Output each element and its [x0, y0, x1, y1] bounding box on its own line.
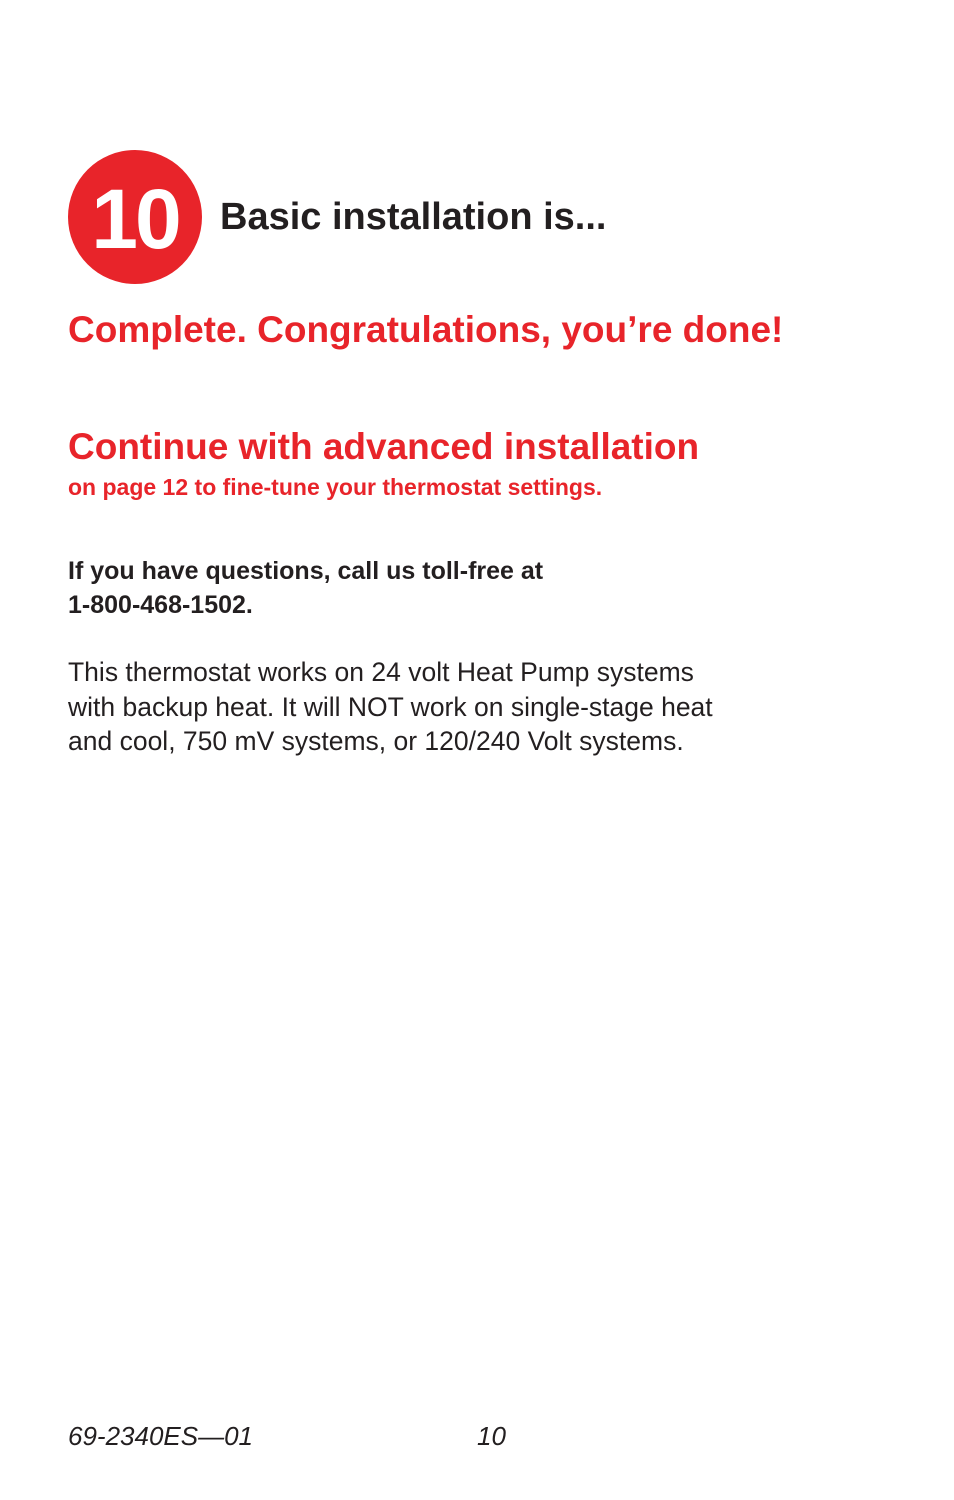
compatibility-line: and cool, 750 mV systems, or 120/240 Volt systems.: [68, 726, 684, 756]
document-code: 69-2340ES—01: [68, 1421, 254, 1451]
support-text: If you have questions, call us toll-free at: [68, 557, 544, 585]
compatibility-note: [68, 655, 888, 759]
support-contact: [68, 554, 848, 622]
page-number: 10: [477, 1421, 506, 1451]
continue-subheading: on page 12 to fine-tune your thermostat settings.: [68, 474, 603, 500]
compatibility-line: This thermostat works on 24 volt Heat Pump systems: [68, 657, 694, 687]
step-number: 10: [91, 172, 179, 266]
step-number-badge: [68, 150, 202, 284]
continue-heading: Continue with advanced installation: [68, 426, 700, 467]
complete-message: Complete. Congratulations, you’re done!: [68, 309, 784, 350]
compatibility-line: with backup heat. It will NOT work on single-stage heat: [68, 691, 713, 722]
support-phone: 1-800-468-1502.: [68, 591, 253, 619]
step-title: Basic installation is...: [220, 196, 607, 238]
